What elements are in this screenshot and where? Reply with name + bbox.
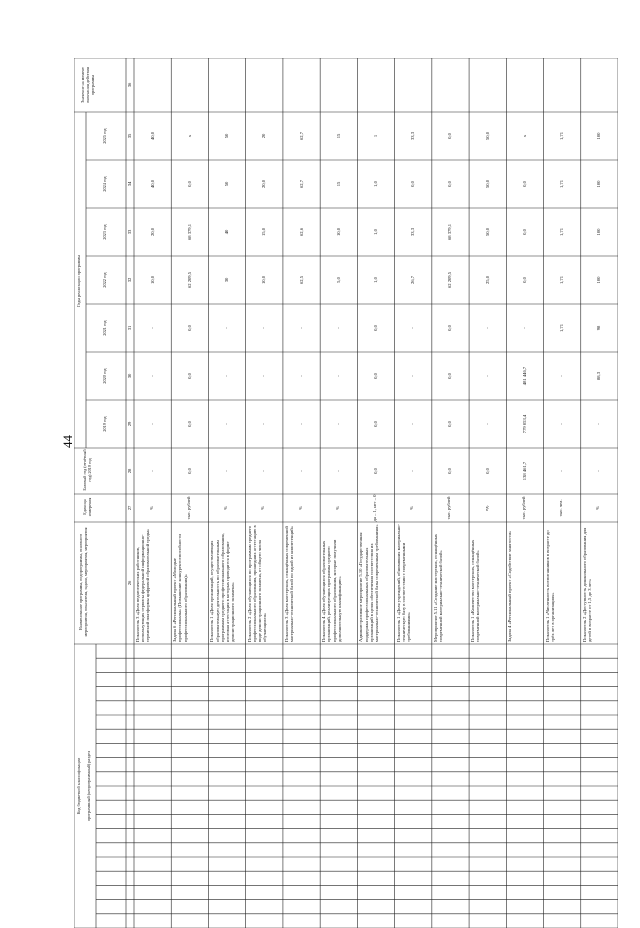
row-year-value: - <box>410 423 416 425</box>
row-year-value: 68 379,1 <box>186 223 192 241</box>
header-years-group: Годы реализации программы <box>76 255 81 307</box>
row-year-value: 10,0 <box>149 275 155 285</box>
column-number: 31 <box>127 325 132 331</box>
row-year-value: 0,0 <box>447 325 453 331</box>
row-name: Административное мероприятие 5.10 «Государственная поддержка профессиональных образовательных организаций в целях обеспечения соответствия их материально-технической базы современным требованиям» <box>358 524 379 642</box>
row-year-value: 62 209,5 <box>186 271 192 289</box>
row-year-value: - <box>521 327 527 329</box>
row-year-value: 0,0 <box>521 277 527 283</box>
row-year-value: - <box>298 327 304 329</box>
row-name: Показатель 3 «Доля педагогических работников, использующих сервисы федеральной информационно-сервисной платформы цифровой образовательной среды» <box>135 528 151 642</box>
row-year-value: - <box>484 327 490 329</box>
row-year-value: - <box>224 375 230 377</box>
row-unit: тыс. рублей <box>520 496 526 520</box>
row-year-value: - <box>559 423 565 425</box>
row-year-value: - <box>261 423 267 425</box>
row-year-value: 40,0 <box>149 131 155 141</box>
row-base-value: - <box>335 470 341 472</box>
row-year-value: 1,0 <box>373 229 378 235</box>
row-year-value: 20 <box>261 133 267 139</box>
row-year-value: 10,0 <box>335 227 341 237</box>
header-name: Наименование программы, подпрограммы, основного мероприятия, показателя, задачи, мероприятия, мероприятия <box>78 527 89 637</box>
row-year-value: 100 <box>596 180 602 188</box>
row-year-value: 0,0 <box>373 421 378 427</box>
row-year-value: 1,71 <box>559 179 565 189</box>
row-year-value: 62,6 <box>298 227 304 237</box>
row-year-value: 25,0 <box>484 275 490 285</box>
column-number: 36 <box>127 82 132 88</box>
row-name: Показатель 1 «Доля учреждений, обновивших материально-техническую базу в соответствии с современными требованиями» <box>395 524 412 642</box>
row-base-value: 138 461,7 <box>521 461 527 481</box>
header-unit: Единица измерения <box>82 497 93 517</box>
row-year-value: 5,0 <box>335 277 341 283</box>
row-base-value: 0,0 <box>447 468 453 474</box>
year-header: 2020 год <box>102 368 107 384</box>
row-year-value: 1,71 <box>559 131 565 141</box>
row-year-value: 100 <box>596 132 602 140</box>
page-number: 44 <box>60 435 75 448</box>
year-header: 2024 год <box>102 176 107 192</box>
row-year-value: 40,0 <box>149 179 155 189</box>
row-base-value: - <box>559 470 565 472</box>
row-year-value: 0,0 <box>447 421 453 427</box>
row-year-value: 50,0 <box>484 131 490 141</box>
row-year-value: - <box>149 423 155 425</box>
column-number: 28 <box>127 468 132 474</box>
column-number: 29 <box>127 421 132 427</box>
row-name: Показатель 1 «Доля организаций, осуществляющих образовательную деятельность по образовательным программам среднего профессионального образования, итоговая аттестация в которых проводится в форме демонстрационного экзамена» <box>209 533 236 642</box>
row-year-value: 30 <box>224 277 230 283</box>
row-year-value: - <box>484 423 490 425</box>
column-number: 34 <box>127 181 132 187</box>
row-year-value: - <box>335 375 341 377</box>
row-year-value: 26,7 <box>410 275 416 285</box>
row-year-value: 50,0 <box>484 179 490 189</box>
table-grid <box>74 58 618 928</box>
row-unit: % <box>409 506 415 510</box>
row-year-value: 1,71 <box>559 323 565 333</box>
year-header: 2021 год <box>102 320 107 336</box>
row-year-value: - <box>149 375 155 377</box>
column-number: 26 <box>127 580 132 586</box>
row-year-value: 0,0 <box>521 229 527 235</box>
rotated-table <box>74 58 618 928</box>
row-unit: % <box>334 506 340 510</box>
row-year-value: 0,0 <box>373 325 378 331</box>
row-year-value: 15 <box>335 181 341 187</box>
row-year-value: х <box>186 134 192 138</box>
row-year-value: 1,0 <box>373 181 378 187</box>
row-year-value: 68 379,1 <box>447 223 453 241</box>
row-base-value: - <box>410 470 416 472</box>
row-base-value: 0,0 <box>484 468 490 474</box>
row-year-value: 62 209,5 <box>447 271 453 289</box>
row-year-value: 0,0 <box>186 325 192 331</box>
row-base-value: 0,0 <box>186 468 192 474</box>
header-code-subgroup: программный (непрограммный) раздел <box>86 751 91 821</box>
column-number: 30 <box>127 373 132 379</box>
row-year-value: 62,7 <box>298 179 304 189</box>
row-base-value: - <box>298 470 304 472</box>
column-number: 33 <box>127 229 132 235</box>
row-year-value: 88,3 <box>596 371 602 381</box>
row-year-value: 0,0 <box>447 373 453 379</box>
row-year-value: 20,0 <box>149 227 155 237</box>
row-unit: тыс. рублей <box>185 496 191 520</box>
row-year-value: 0,0 <box>447 133 453 139</box>
row-unit: % <box>595 506 601 510</box>
row-base-value: 0,0 <box>373 468 378 474</box>
column-number: 35 <box>127 133 132 139</box>
row-base-value: - <box>224 470 230 472</box>
row-year-value: 20,0 <box>261 179 267 189</box>
column-number: 32 <box>127 277 132 283</box>
column-number: 27 <box>127 505 132 511</box>
row-year-value: - <box>149 327 155 329</box>
row-year-value: 62,7 <box>298 131 304 141</box>
row-year-value: - <box>410 375 416 377</box>
row-unit: % <box>260 506 266 510</box>
row-year-value: 0,0 <box>447 181 453 187</box>
row-year-value: 15 <box>335 133 341 139</box>
row-year-value: - <box>261 375 267 377</box>
row-year-value: 33,3 <box>410 227 416 237</box>
row-unit: да – 1, нет – 0 <box>372 494 377 522</box>
row-name: Мероприятие 5.11 «Создание мастерских, оснащённых современной материально-технической базой» <box>432 534 444 642</box>
row-year-value: - <box>335 423 341 425</box>
row-year-value: 50 <box>224 181 230 187</box>
header-code-group: Код бюджетной классификации <box>76 757 81 815</box>
row-base-value: - <box>261 470 267 472</box>
row-year-value: - <box>559 375 565 377</box>
row-year-value: 40 <box>224 229 230 235</box>
year-header: 2019 год <box>102 416 107 432</box>
row-year-value: 50 <box>224 133 230 139</box>
row-year-value: 0,0 <box>186 181 192 187</box>
row-year-value: 1,0 <box>373 277 378 283</box>
row-unit: % <box>297 506 303 510</box>
row-name: Показатель 3 «Доля мастерских, оснащённых современной материально-технической базой по одной из компетенций» <box>283 526 295 642</box>
row-year-value: х <box>521 134 527 138</box>
row-year-value: 0,0 <box>186 421 192 427</box>
row-year-value: 1,71 <box>559 227 565 237</box>
row-year-value: 50,0 <box>484 227 490 237</box>
row-name: Показатель 4 «Доля обучающихся образовательных организаций, реализующих программы среднего профессионального образования, которые получили дополнительную квалификацию» <box>321 539 342 642</box>
year-header: 2025 год <box>102 128 107 144</box>
row-name: Показатель 1 «Численность воспитанников в возрасте до трёх лет в организациях» <box>544 530 555 642</box>
row-name: Показатель 2 «Доступность дошкольного образования для детей в возрасте от 1,5 до 3 лет» <box>581 527 592 642</box>
year-header: 2022 год <box>102 272 107 288</box>
row-year-value: 0,0 <box>521 181 527 187</box>
row-year-value: 15,0 <box>261 227 267 237</box>
row-year-value: 1 <box>373 134 378 138</box>
row-year-value: - <box>596 423 602 425</box>
row-unit: тыс. чел. <box>558 499 564 517</box>
row-unit: тыс. рублей <box>446 496 452 520</box>
row-name: Задача 6 «Региональный проект «Молодые профессионалы» (Повышение конкурентоспособности профессионального образования)» <box>172 534 188 642</box>
row-year-value: 0,0 <box>373 373 378 379</box>
row-year-value: 98 <box>596 325 602 331</box>
row-year-value: - <box>224 423 230 425</box>
row-unit: % <box>223 506 229 510</box>
row-year-value: - <box>298 375 304 377</box>
row-name: Показатель 2 «Доля обучающихся по программам среднего профессионального образования, прошедших аттестацию в виде демонстрационного экзамена, от общего числа обучающихся» <box>246 525 268 642</box>
row-year-value: 779 053,4 <box>521 414 527 434</box>
row-year-value: - <box>298 423 304 425</box>
row-year-value: 1,71 <box>559 275 565 285</box>
row-name: Показатель 1 «Количество мастерских, оснащённых современной материально-технической базой» <box>470 539 481 642</box>
row-base-value: - <box>596 470 602 472</box>
header-last: Значение на момент окончания действия программы <box>80 67 96 103</box>
row-year-value: - <box>335 327 341 329</box>
year-header: 2023 год <box>102 224 107 240</box>
row-unit: % <box>148 506 154 510</box>
row-year-value: - <box>410 327 416 329</box>
row-year-value: - <box>224 327 230 329</box>
row-year-value: 33,3 <box>410 131 416 141</box>
header-base: Базовый год (отчётный год) 2019 год <box>82 449 93 491</box>
row-year-value: 0,0 <box>410 181 416 187</box>
row-year-value: 62,5 <box>298 275 304 285</box>
row-base-value: - <box>149 470 155 472</box>
row-year-value: - <box>261 327 267 329</box>
row-year-value: 481 446,7 <box>521 366 527 386</box>
row-year-value: 100 <box>596 228 602 236</box>
row-year-value: 10,0 <box>261 275 267 285</box>
row-name: Задача 4 «Региональный проект «Содействие занятости» <box>507 530 513 642</box>
row-year-value: - <box>484 375 490 377</box>
row-year-value: 0,0 <box>186 373 192 379</box>
row-unit: ед. <box>483 505 489 511</box>
row-year-value: 100 <box>596 276 602 284</box>
